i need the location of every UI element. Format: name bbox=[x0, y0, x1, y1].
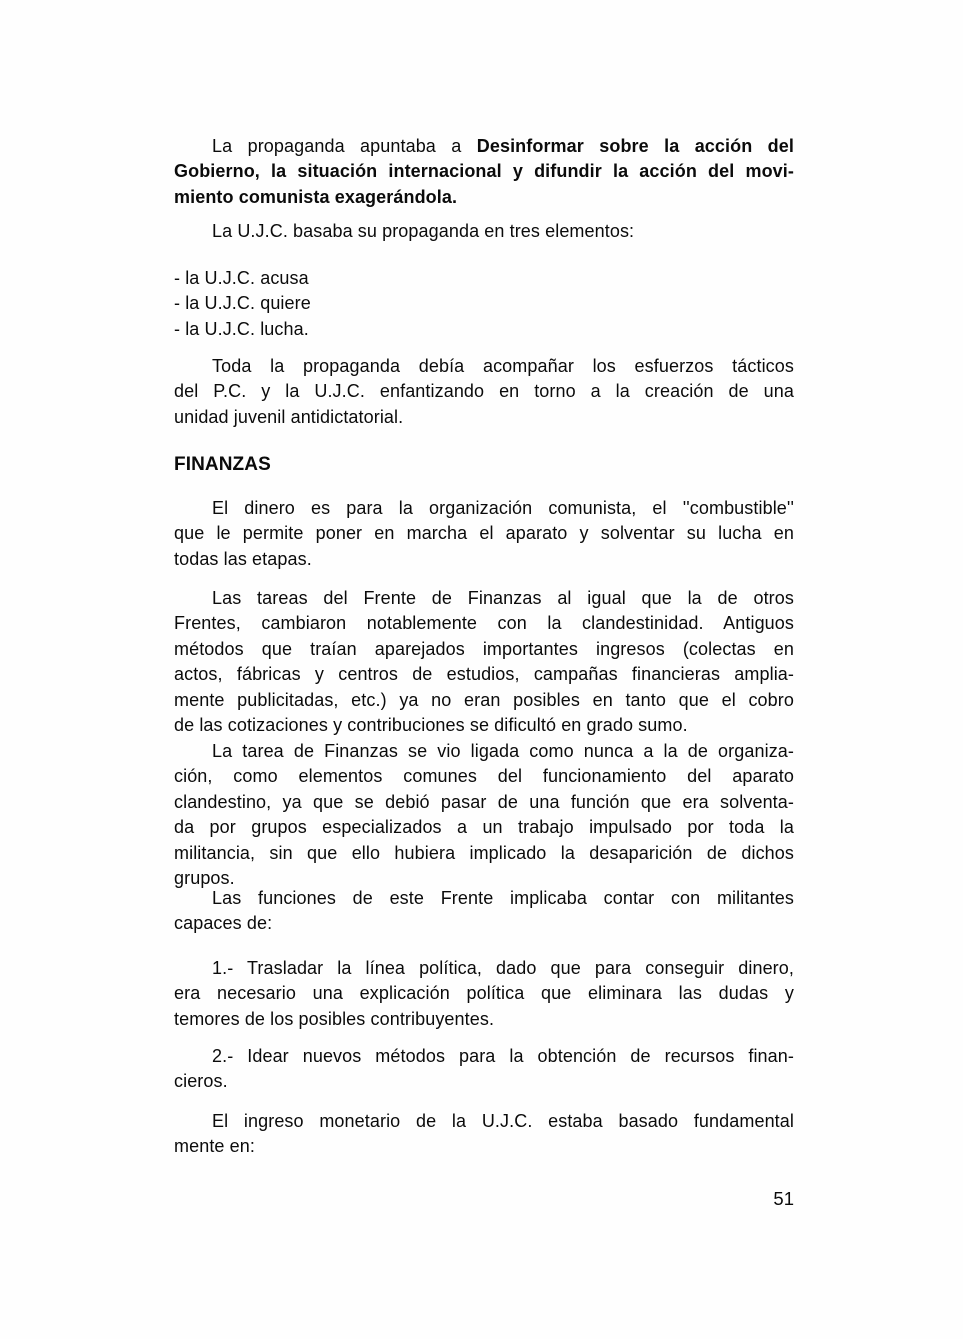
text-line: da por grupos especializados a un trabajo impulsado por toda la bbox=[174, 817, 794, 838]
text-line: Frentes, cambiaron notablemente con la clandestinidad. Antiguos bbox=[174, 613, 794, 634]
page-number: 51 bbox=[773, 1188, 794, 1209]
text-line: capaces de: bbox=[174, 913, 273, 934]
heading-text: FINANZAS bbox=[174, 454, 271, 475]
text-line: de las cotizaciones y contribuciones se dificultó en grado sumo. bbox=[174, 715, 688, 736]
paragraph-tareas-frente bbox=[174, 586, 794, 738]
text-line: 2.- Idear nuevos métodos para la obtención de recursos finan- bbox=[212, 1046, 794, 1066]
paragraph-ingreso-monetario bbox=[174, 1109, 794, 1160]
text-line: grupos. bbox=[174, 868, 235, 889]
text-line bbox=[174, 134, 794, 159]
text-line: del P.C. y la U.J.C. enfantizando en torno a la creación de una bbox=[174, 381, 794, 402]
paragraph-propaganda-intro bbox=[174, 134, 794, 210]
paragraph-dinero-combustible bbox=[174, 496, 794, 572]
text-line: que le permite poner en marcha el aparato y solventar su lucha en bbox=[174, 523, 794, 544]
text-line: métodos que traían aparejados importantes ingresos (colectas en bbox=[174, 638, 794, 659]
text-line: temores de los posibles contribuyentes. bbox=[174, 1008, 495, 1029]
text-line: La tarea de Finanzas se vio ligada como nunca a la de organiza- bbox=[212, 741, 794, 761]
text-line: militancia, sin que ello hubiera implicado la desaparición de dichos bbox=[174, 842, 794, 863]
text-segment: La propaganda apuntaba a bbox=[212, 136, 477, 156]
text-line: El ingreso monetario de la U.J.C. estaba basado fundamental bbox=[212, 1111, 794, 1131]
paragraph-funciones-frente bbox=[174, 886, 794, 937]
list-item: - la U.J.C. quiere bbox=[174, 293, 311, 314]
paragraph-item1-trasladar bbox=[174, 956, 794, 1032]
text-line: miento comunista exagerándola. bbox=[174, 186, 458, 207]
text-line: actos, fábricas y centros de estudios, campañas financieras amplia- bbox=[174, 664, 794, 685]
list-item: - la U.J.C. acusa bbox=[174, 268, 309, 288]
dash-list bbox=[174, 266, 794, 342]
text-line: 1.- Trasladar la línea política, dado que para conseguir dinero, bbox=[212, 958, 794, 978]
text-line: El dinero es para la organización comunista, el ''combustible'' bbox=[212, 498, 794, 518]
text-line: era necesario una explicación política que eliminara las dudas y bbox=[174, 983, 794, 1004]
paragraph-item2-idear bbox=[174, 1044, 794, 1095]
text-line: La U.J.C. basaba su propaganda en tres elementos: bbox=[212, 221, 635, 241]
section-heading-finanzas bbox=[174, 452, 794, 477]
list-item: - la U.J.C. lucha. bbox=[174, 318, 309, 339]
text-line: unidad juvenil antidictatorial. bbox=[174, 406, 404, 427]
text-line: mente publicitadas, etc.) ya no eran posibles en tanto que el cobro bbox=[174, 689, 794, 710]
text-line: Las tareas del Frente de Finanzas al igual que la de otros bbox=[212, 588, 794, 608]
text-line: Gobierno, la situación internacional y difundir la acción del movi- bbox=[174, 161, 794, 182]
text-line: Toda la propaganda debía acompañar los esfuerzos tácticos bbox=[212, 356, 794, 376]
text-line: mente en: bbox=[174, 1136, 255, 1157]
paragraph-tres-elementos bbox=[174, 219, 794, 244]
text-segment-bold: Desinformar sobre la acción del bbox=[476, 136, 794, 156]
text-line: cieros. bbox=[174, 1071, 228, 1092]
text-line: todas las etapas. bbox=[174, 548, 312, 569]
paragraph-esfuerzos-tacticos bbox=[174, 354, 794, 430]
text-line: ción, como elementos comunes del funcionamiento del aparato bbox=[174, 766, 794, 787]
paragraph-tarea-finanzas-organizacion bbox=[174, 739, 794, 891]
text-line: Las funciones de este Frente implicaba contar con militantes bbox=[212, 888, 794, 908]
text-column bbox=[174, 0, 794, 1339]
text-line: clandestino, ya que se debió pasar de una función que era solventa- bbox=[174, 791, 794, 812]
